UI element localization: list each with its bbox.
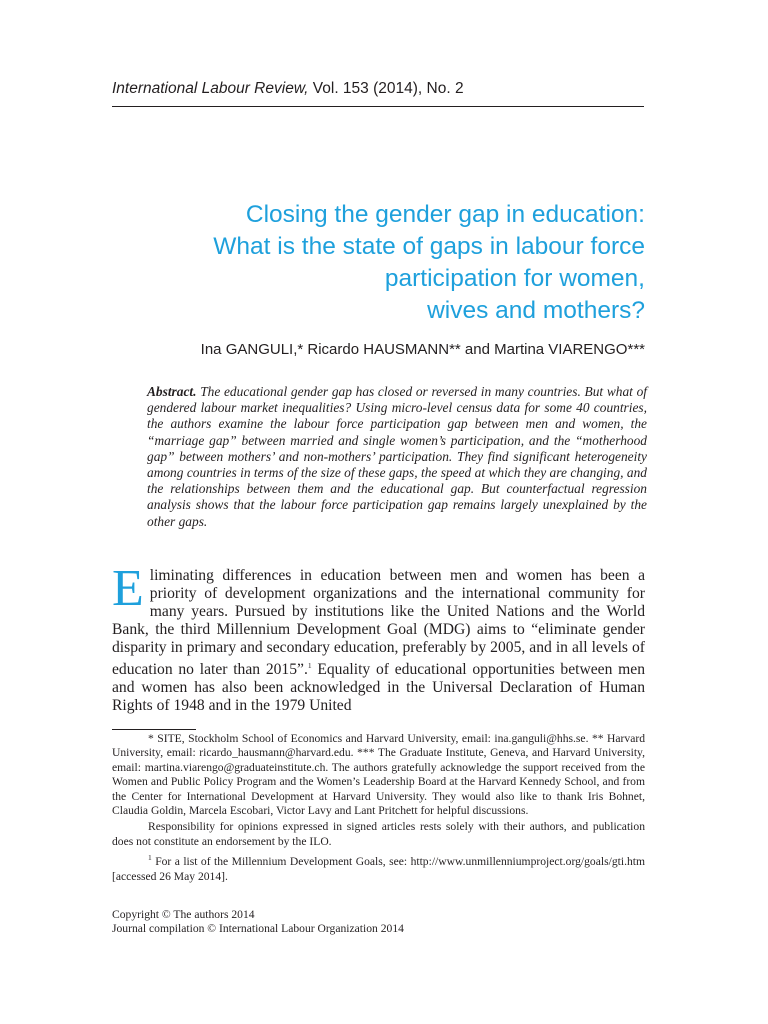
title-line-2: What is the state of gaps in labour force [213, 233, 645, 260]
title-line-1: Closing the gender gap in education: [245, 201, 645, 228]
body-text-end: Equality of educational opportunities between men and women has also been acknowledged in the Universal Declaration of Human Rights of 1948 and in the 1979 United [112, 661, 645, 715]
author-list: Ina GANGULI,* Ricardo HAUSMANN** and Martina VIARENGO*** [200, 341, 645, 358]
abstract [147, 384, 647, 530]
footnote-affiliations: * SITE, Stockholm School of Economics and Harvard University, email: ina.ganguli@hhs.se. ** Harvard University, email: ricardo_hausmann@harvard.edu. *** The Graduate Institute, Geneva, and Harvard University, email: martina.viarengo@graduateinstitute.ch. The authors gratefully acknowledge the support received from the Women and Public Policy Program and the Women’s Leadership Board at the Harvard Kennedy School, and from the Center for International Development at Harvard University. They would also like to thank Iris Bohnet, Claudia Goldin, Marcela Escobari, Victor Lavy and Lant Pritchett for helpful discussions. [112, 732, 645, 818]
title-line-3: participation for women, [384, 265, 645, 292]
body-text-start: liminating differences in education between men and women has been a priority of development organizations and the international community for many years. Pursued by institutions like the United Nations and the World Bank, the third Millennium Development Goal (MDG) aims to “eliminate gender disparity in primary and secondary education, preferably by 2005, and in all levels of education no later than 2015”. [112, 567, 645, 679]
abstract-label: Abstract. [147, 384, 197, 399]
body-paragraph [112, 560, 645, 715]
journal-name: International Labour Review, [112, 80, 309, 97]
header-rule [112, 106, 644, 107]
abstract-text: The educational gender gap has closed or reversed in many countries. But what of gendered labour market inequalities? Using micro-level census data for some 40 countries, the authors examine the labour force participation gap between men and women, the “marriage gap” between married and single women’s participation, and the “motherhood gap” between mothers’ and non-mothers’ participation. They find significant heterogeneity among countries in terms of the size of these gaps, the speed at which they are changing, and the relationships between them and the educational gap. But counterfactual regression analysis shows that the labour force participation gap remains largely unexplained by the other gaps. [147, 384, 647, 529]
volume-issue: Vol. 153 (2014), No. 2 [308, 80, 464, 97]
footnotes [112, 732, 645, 884]
footnote-1 [112, 851, 645, 884]
footnote-1-marker: 1 [148, 853, 152, 863]
copyright-authors: Copyright © The authors 2014 [112, 908, 255, 921]
footnote-ref-1: 1 [307, 661, 312, 670]
running-header [112, 80, 652, 98]
copyright-journal: Journal compilation © International Labour Organization 2014 [112, 922, 404, 936]
footnote-responsibility: Responsibility for opinions expressed in signed articles rests solely with their authors, and publication does not constitute an endorsement by the ILO. [112, 820, 645, 848]
copyright-block [112, 908, 645, 937]
article-title [112, 199, 645, 327]
drop-cap: E [112, 560, 144, 617]
title-line-4: wives and mothers? [427, 297, 645, 324]
footnote-rule [112, 729, 196, 730]
footnote-1-text: For a list of the Millennium Development Goals, see: http://www.unmillenniumproject.org/goals/gti.htm [accessed 26 May 2014]. [112, 855, 645, 883]
